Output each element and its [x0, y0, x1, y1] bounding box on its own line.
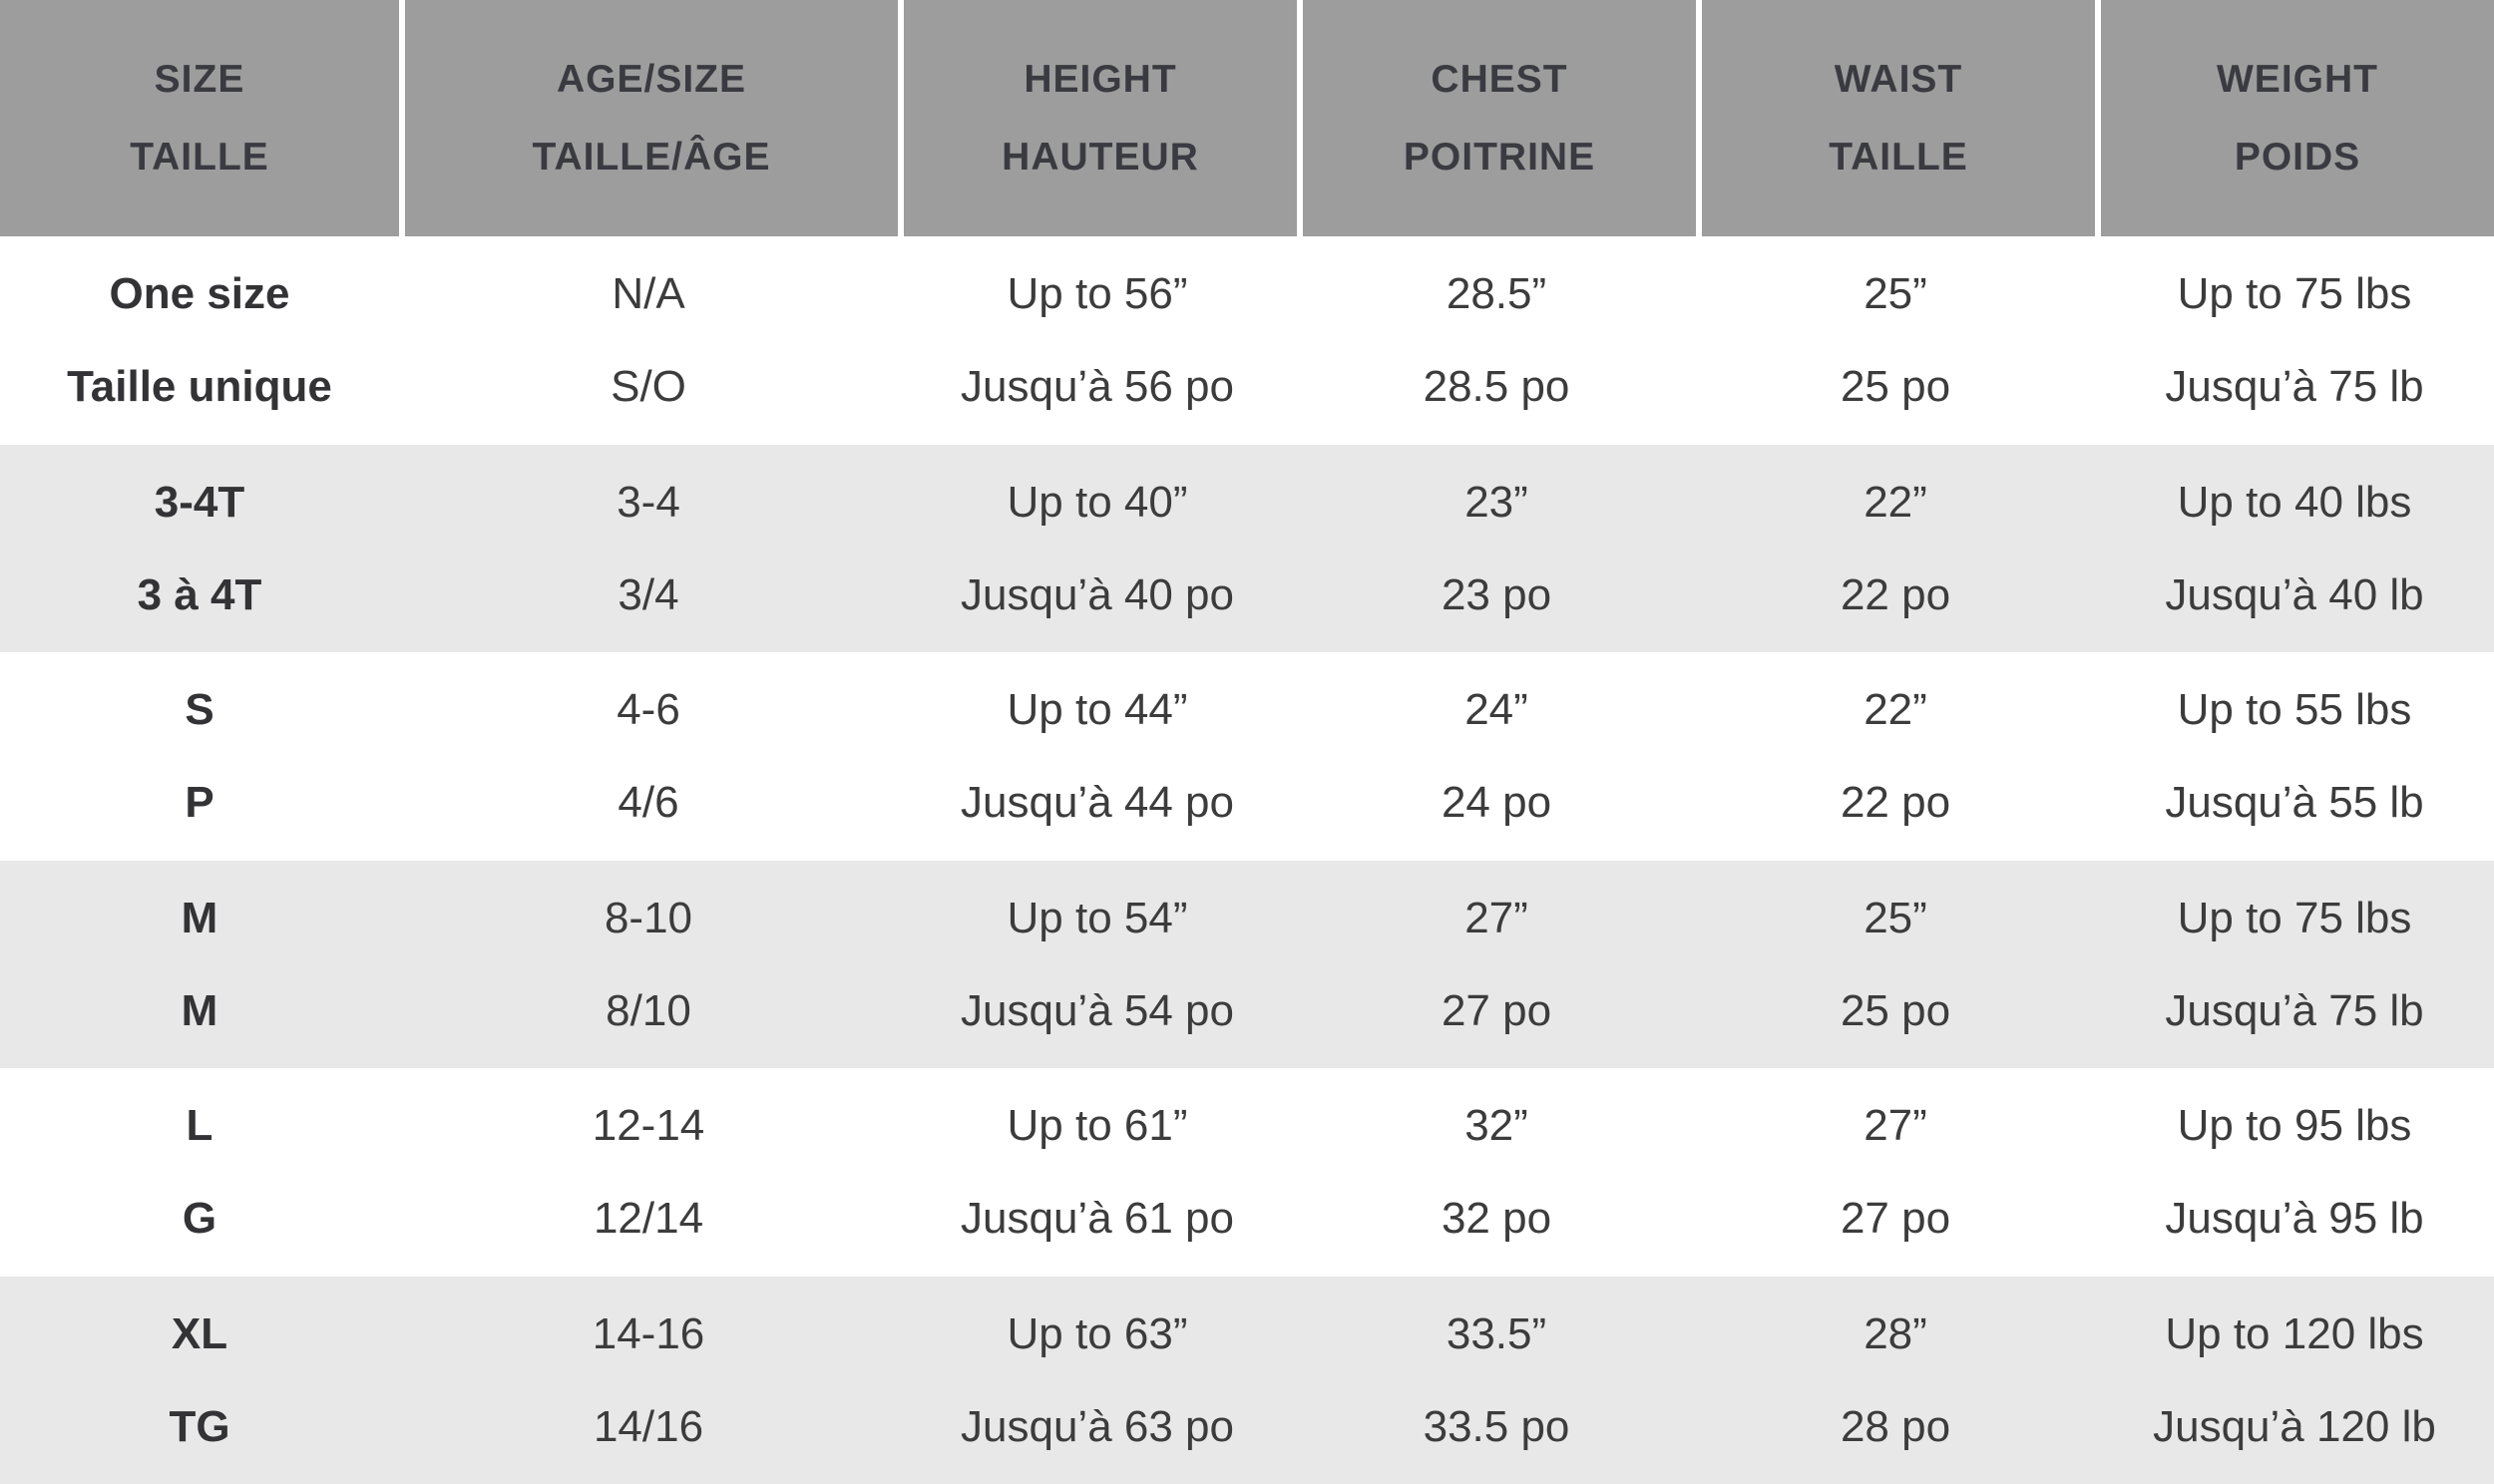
header-age-size-en: AGE/SIZE: [556, 57, 747, 101]
cell-weight: [2095, 236, 2494, 445]
cell-line-fr: 24 po: [1441, 778, 1552, 828]
cell-waist: [1696, 236, 2095, 445]
cell-waist: [1696, 652, 2095, 861]
cell-line-en: 12-14: [592, 1101, 705, 1151]
cell-line-en: Up to 95 lbs: [2177, 1101, 2412, 1151]
cell-line-fr: Jusqu’à 40 po: [961, 569, 1234, 619]
cell-line-fr: M: [181, 985, 218, 1035]
cell-waist: [1696, 1277, 2095, 1484]
cell-size: [0, 445, 399, 653]
cell-line-en: 8-10: [604, 893, 693, 942]
cell-line-fr: Jusqu’à 55 lb: [2165, 778, 2424, 828]
cell-line-en: 3-4T: [154, 477, 245, 527]
cell-line-fr: 14/16: [593, 1401, 704, 1451]
cell-age-size: [399, 1277, 898, 1484]
cell-line-en: S: [185, 685, 214, 735]
header-height-en: HEIGHT: [1024, 57, 1177, 101]
cell-line-fr: 33.5 po: [1423, 1401, 1570, 1451]
cell-weight: [2095, 445, 2494, 653]
table-row-3-4t: [0, 445, 2494, 653]
cell-line-fr: 22 po: [1840, 569, 1951, 619]
cell-line-fr: Jusqu’à 95 lb: [2165, 1194, 2424, 1244]
header-row: [0, 0, 2494, 236]
cell-line-fr: 25 po: [1840, 362, 1951, 412]
cell-line-en: N/A: [612, 269, 685, 319]
cell-line-fr: Jusqu’à 120 lb: [2153, 1401, 2436, 1451]
header-size-fr: TAILLE: [130, 135, 269, 179]
cell-line-fr: Jusqu’à 54 po: [961, 985, 1234, 1035]
cell-line-fr: 8/10: [606, 985, 691, 1035]
cell-line-en: XL: [171, 1308, 228, 1358]
table-body: [0, 236, 2494, 1484]
header-age-size-fr: TAILLE/ÂGE: [532, 135, 771, 179]
cell-line-fr: Jusqu’à 44 po: [961, 778, 1234, 828]
cell-age-size: [399, 861, 898, 1069]
cell-line-fr: Jusqu’à 40 lb: [2165, 569, 2424, 619]
cell-line-fr: S/O: [611, 362, 686, 412]
cell-chest: [1297, 1068, 1696, 1277]
header-cell-chest: [1297, 0, 1696, 236]
cell-line-en: Up to 54”: [1007, 893, 1188, 942]
cell-line-fr: 32 po: [1441, 1194, 1552, 1244]
cell-height: [898, 236, 1297, 445]
cell-size: [0, 861, 399, 1069]
cell-size: [0, 1277, 399, 1484]
header-waist-fr: TAILLE: [1829, 135, 1968, 179]
cell-height: [898, 445, 1297, 653]
cell-line-en: Up to 120 lbs: [2165, 1308, 2424, 1358]
cell-line-fr: 23 po: [1441, 569, 1552, 619]
cell-weight: [2095, 1277, 2494, 1484]
cell-line-en: One size: [109, 269, 290, 319]
cell-line-en: Up to 44”: [1007, 685, 1188, 735]
cell-line-en: 32”: [1464, 1101, 1528, 1151]
cell-chest: [1297, 236, 1696, 445]
cell-line-fr: 27 po: [1840, 1194, 1951, 1244]
cell-waist: [1696, 861, 2095, 1069]
cell-line-en: 23”: [1464, 477, 1528, 527]
cell-line-en: 25”: [1864, 893, 1927, 942]
cell-height: [898, 1068, 1297, 1277]
cell-line-fr: 28 po: [1840, 1401, 1951, 1451]
cell-chest: [1297, 652, 1696, 861]
cell-height: [898, 652, 1297, 861]
cell-line-en: 22”: [1864, 477, 1927, 527]
cell-line-en: Up to 56”: [1007, 269, 1188, 319]
header-cell-weight: [2095, 0, 2494, 236]
cell-age-size: [399, 1068, 898, 1277]
header-weight-fr: POIDS: [2234, 135, 2361, 179]
cell-line-fr: G: [182, 1194, 217, 1244]
cell-line-en: 28.5”: [1446, 269, 1547, 319]
cell-line-fr: Jusqu’à 63 po: [961, 1401, 1234, 1451]
cell-waist: [1696, 445, 2095, 653]
cell-line-fr: 3/4: [618, 569, 679, 619]
cell-line-en: 27”: [1864, 1101, 1927, 1151]
cell-line-en: 28”: [1864, 1308, 1927, 1358]
cell-line-fr: 28.5 po: [1423, 362, 1570, 412]
cell-line-fr: 27 po: [1441, 985, 1552, 1035]
cell-size: [0, 652, 399, 861]
cell-line-fr: 25 po: [1840, 985, 1951, 1035]
cell-waist: [1696, 1068, 2095, 1277]
cell-line-fr: TG: [169, 1401, 230, 1451]
cell-line-en: L: [186, 1101, 213, 1151]
header-chest-fr: POITRINE: [1403, 135, 1596, 179]
cell-line-en: Up to 75 lbs: [2177, 269, 2412, 319]
header-weight-en: WEIGHT: [2217, 57, 2378, 101]
cell-line-fr: Jusqu’à 61 po: [961, 1194, 1234, 1244]
table-row-m: [0, 861, 2494, 1069]
cell-line-en: 25”: [1864, 269, 1927, 319]
cell-chest: [1297, 1277, 1696, 1484]
cell-line-en: M: [181, 893, 218, 942]
cell-line-en: Up to 40”: [1007, 477, 1188, 527]
cell-line-en: Up to 40 lbs: [2177, 477, 2412, 527]
cell-line-en: 22”: [1864, 685, 1927, 735]
cell-line-fr: 12/14: [593, 1194, 704, 1244]
header-waist-en: WAIST: [1834, 57, 1963, 101]
cell-chest: [1297, 445, 1696, 653]
cell-line-fr: 4/6: [618, 778, 679, 828]
cell-age-size: [399, 652, 898, 861]
cell-size: [0, 1068, 399, 1277]
cell-line-en: 4-6: [617, 685, 680, 735]
cell-line-en: 33.5”: [1446, 1308, 1547, 1358]
table-row-one-size: [0, 236, 2494, 445]
header-cell-height: [898, 0, 1297, 236]
table-row-xl: [0, 1277, 2494, 1484]
cell-size: [0, 236, 399, 445]
cell-line-en: Up to 61”: [1007, 1101, 1188, 1151]
cell-line-fr: 22 po: [1840, 778, 1951, 828]
cell-line-en: 27”: [1464, 893, 1528, 942]
cell-line-fr: Jusqu’à 75 lb: [2165, 985, 2424, 1035]
cell-line-en: 14-16: [592, 1308, 705, 1358]
cell-weight: [2095, 1068, 2494, 1277]
cell-line-en: Up to 75 lbs: [2177, 893, 2412, 942]
cell-chest: [1297, 861, 1696, 1069]
header-cell-size: [0, 0, 399, 236]
cell-line-en: 24”: [1464, 685, 1528, 735]
header-chest-en: CHEST: [1431, 57, 1568, 101]
header-size-en: SIZE: [154, 57, 245, 101]
header-cell-waist: [1696, 0, 2095, 236]
header-cell-age-size: [399, 0, 898, 236]
cell-line-fr: Jusqu’à 75 lb: [2165, 362, 2424, 412]
table-row-s: [0, 652, 2494, 861]
cell-height: [898, 1277, 1297, 1484]
cell-height: [898, 861, 1297, 1069]
table-row-l: [0, 1068, 2494, 1277]
cell-weight: [2095, 861, 2494, 1069]
cell-age-size: [399, 236, 898, 445]
header-height-fr: HAUTEUR: [1002, 135, 1199, 179]
cell-line-en: Up to 55 lbs: [2177, 685, 2412, 735]
cell-line-fr: 3 à 4T: [137, 569, 262, 619]
cell-line-fr: P: [185, 778, 214, 828]
cell-line-en: Up to 63”: [1007, 1308, 1188, 1358]
cell-line-fr: Jusqu’à 56 po: [961, 362, 1234, 412]
cell-weight: [2095, 652, 2494, 861]
cell-line-en: 3-4: [617, 477, 680, 527]
cell-line-fr: Taille unique: [67, 362, 332, 412]
cell-age-size: [399, 445, 898, 653]
